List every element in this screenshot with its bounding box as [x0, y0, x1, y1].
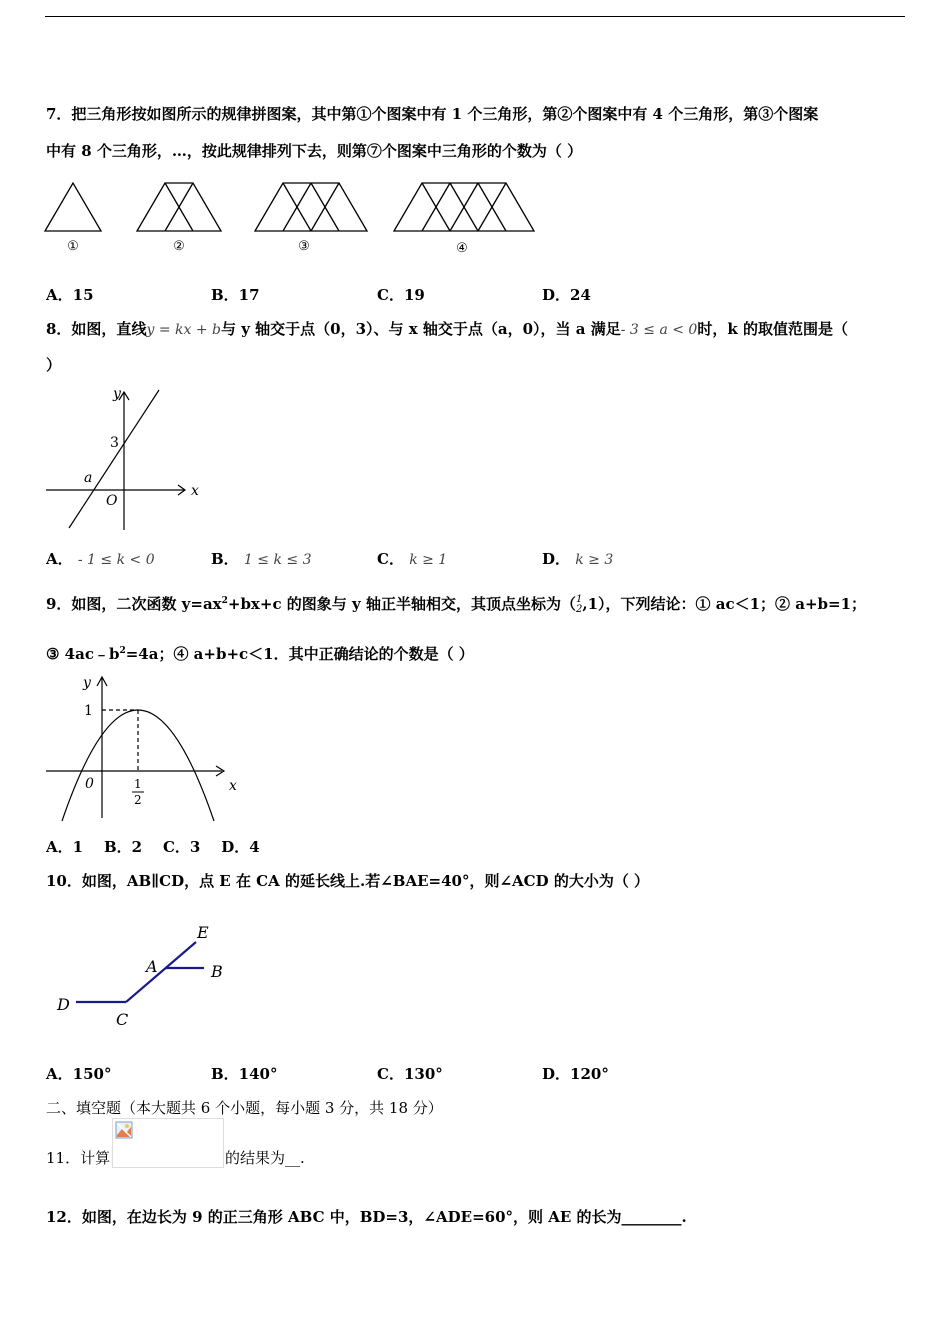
q8-option-d: D． k ≥ 3: [542, 550, 614, 568]
q8-option-a: A． - 1 ≤ k < 0: [46, 550, 155, 568]
q8-line1: [46, 318, 848, 339]
broken-image-icon: [115, 1121, 133, 1139]
q8-intercept-y: 3: [110, 435, 119, 451]
q10-label-e: E: [197, 923, 209, 942]
q11-prefix: 11．计算: [46, 1149, 111, 1167]
q7-option-a: A．15: [46, 286, 94, 304]
q10-option-b: B．140°: [211, 1065, 278, 1083]
q10-label-c: C: [116, 1010, 129, 1029]
q9-origin-label: 0: [85, 776, 94, 792]
q10-label-b: B: [211, 962, 223, 981]
q7-label-4: ④: [456, 241, 468, 256]
q7-label-2: ②: [173, 239, 185, 254]
q10-option-d: D．120°: [542, 1065, 609, 1083]
q8-x-label: x: [191, 483, 199, 499]
q10-option-c: C．130°: [377, 1065, 443, 1083]
q10-line1: 10．如图，AB∥CD，点 E 在 CA 的延长线上.若∠BAE=40°，则∠ACD 的大小为（ ）: [46, 872, 650, 890]
q7-line2: 中有 8 个三角形，…，按此规律排列下去，则第⑦个图案中三角形的个数为（ ）: [46, 142, 583, 160]
q9-parabola-graph: [44, 673, 244, 823]
q7-label-3: ③: [298, 239, 310, 254]
q9-vertex-fraction: 1 2: [575, 594, 583, 615]
q10-label-a: A: [146, 957, 158, 976]
q8-origin-label: O: [106, 493, 118, 509]
q8-text-b: 与 y 轴交于点（0，3）、与 x 轴交于点（a，0），当 a 满足: [220, 320, 621, 338]
q10-label-d: D: [57, 995, 70, 1014]
q8-line-graph: [44, 385, 209, 535]
q8-condition: - 3 ≤ a < 0: [620, 322, 698, 338]
section-title: 二、填空题（本大题共 6 个小题，每小题 3 分，共 18 分）: [46, 1099, 443, 1117]
q9-y-label: y: [83, 675, 91, 691]
q9-line1: 9．如图，二次函数 $y=ax^2+bx+c$ 的图象与 y 轴正半轴相交，其顶点坐标为（ 1 2 ,1），下列结论：① ac＜1；② a+b=1；: [46, 594, 867, 615]
q8-option-b: B． 1 ≤ k ≤ 3: [211, 550, 312, 568]
q7-line1: 7．把三角形按如图所示的规律拼图案，其中第①个图案中有 1 个三角形，第②个图案中有 4 个三角形，第③个图案: [46, 105, 819, 123]
q8-text-a: 8．如图，直线: [46, 320, 147, 338]
q10-option-a: A．150°: [46, 1065, 112, 1083]
q8-equation: y = kx + b: [146, 322, 221, 338]
q9-x-label: x: [229, 778, 237, 794]
q7-option-d: D．24: [542, 286, 591, 304]
q9-line2: ③ $4ac﹣b^2=4a$；④ a+b+c＜1．其中正确结论的个数是（ ）: [46, 645, 474, 663]
q7-option-c: C．19: [377, 286, 425, 304]
q9-tick-y: 1: [84, 703, 93, 719]
q8-y-label: y: [113, 386, 121, 402]
q7-label-1: ①: [67, 239, 79, 254]
q9-tick-x-num: 1: [134, 777, 142, 791]
q8-text-c: 时，k 的取值范围是（: [697, 320, 848, 338]
q11-broken-image: [112, 1118, 224, 1168]
q12-line1: 12．如图，在边长为 9 的正三角形 ABC 中，BD=3，∠ADE=60°，则 AE 的长为________.: [46, 1208, 687, 1226]
q9-options: A．1 B．2 C．3 D．4: [46, 838, 260, 856]
q8-line2: ）: [46, 356, 62, 374]
q9-tick-x-den: 2: [134, 793, 142, 807]
q8-intercept-x: a: [84, 470, 93, 486]
top-rule: [45, 16, 905, 17]
q7-option-b: B．17: [211, 286, 260, 304]
q7-triangle-figures: [44, 180, 534, 256]
q8-option-c: C． k ≥ 1: [377, 550, 448, 568]
q10-parallel-lines-figure: [54, 920, 234, 1030]
q11-suffix: 的结果为__.: [225, 1149, 305, 1167]
